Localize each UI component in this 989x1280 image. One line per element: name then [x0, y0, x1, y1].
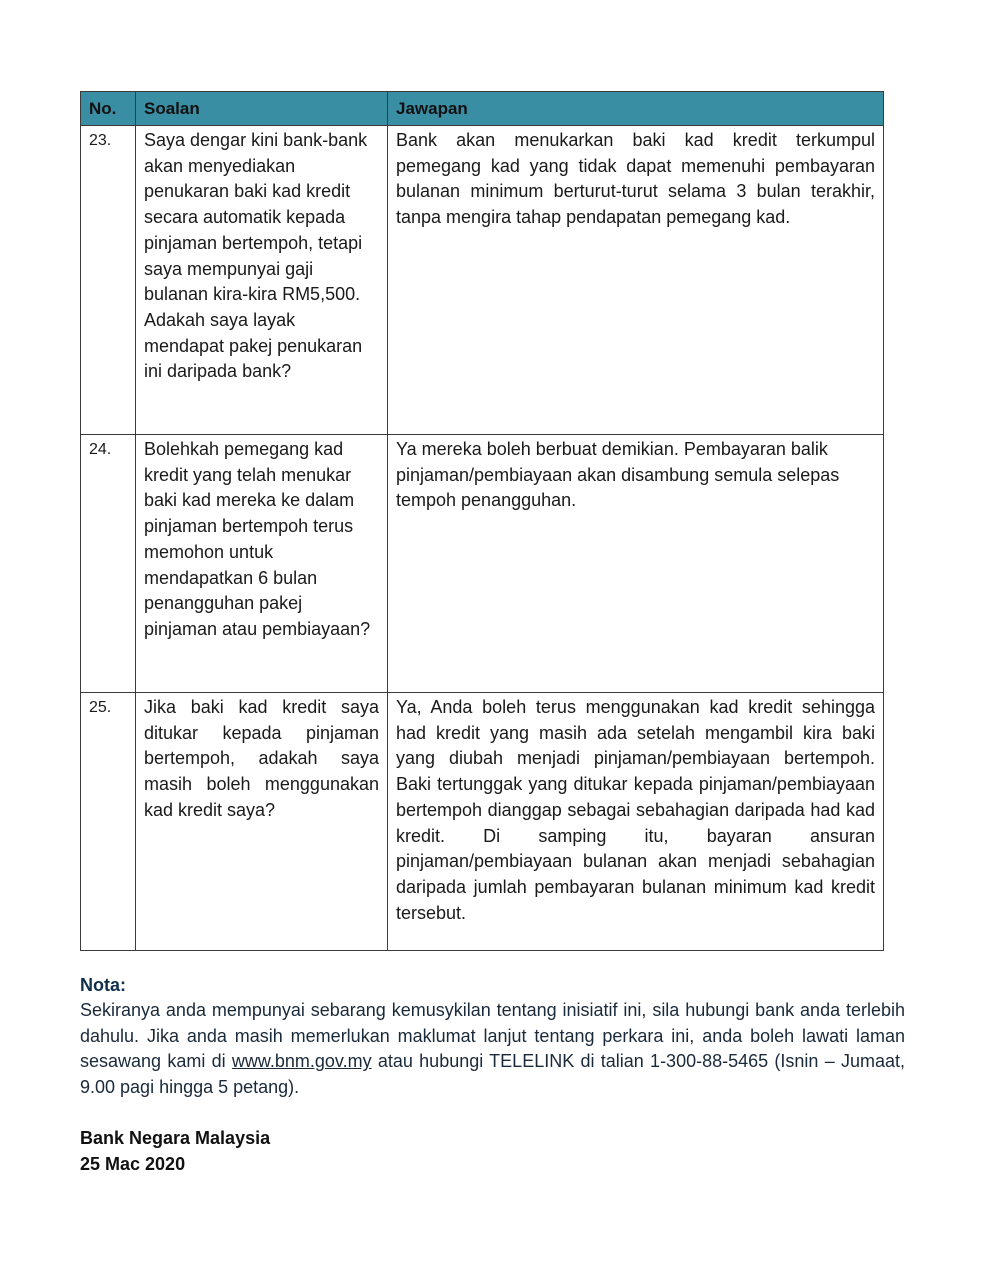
row-answer: Ya mereka boleh berbuat demikian. Pembayaran balik pinjaman/pembiayaan akan disambung semula selepas tempoh penangguhan.	[388, 435, 884, 693]
row-question: Bolehkah pemegang kad kredit yang telah menukar baki kad mereka ke dalam pinjaman bertempoh terus memohon untuk mendapatkan 6 bulan penangguhan pakej pinjaman atau pembiayaan?	[136, 435, 388, 693]
table-header-row	[81, 92, 884, 126]
header-question: Soalan	[136, 92, 388, 126]
row-answer: Ya, Anda boleh terus menggunakan kad kredit sehingga had kredit yang masih ada setelah mengambil kira baki yang diubah menjadi pinjaman/pembiayaan bertempoh. Baki tertunggak yang ditukar kepada pinjaman/pembiayaan bertempoh dianggap sebagai sebahagian daripada had kad kredit. Di samping itu, bayaran ansuran pinjaman/pembiayaan bulanan akan menjadi sebahagian daripada jumlah pembayaran bulanan minimum kad kredit tersebut.	[388, 693, 884, 951]
row-number: 24.	[81, 435, 136, 693]
signoff	[80, 1125, 270, 1177]
header-answer: Jawapan	[388, 92, 884, 126]
header-no: No.	[81, 92, 136, 126]
nota-text: Sekiranya anda mempunyai sebarang kemusykilan tentang inisiatif ini, sila hubungi bank anda terlebih dahulu. Jika anda masih memerlukan maklumat lanjut tentang perkara ini, anda boleh lawati laman sesawang kami di	[80, 1000, 905, 1072]
nota-title: Nota:	[80, 975, 126, 995]
table-row	[81, 693, 884, 951]
organization-name: Bank Negara Malaysia	[80, 1128, 271, 1148]
nota-section	[80, 972, 905, 1101]
row-number: 25.	[81, 693, 136, 951]
faq-table	[80, 91, 884, 951]
table-row	[81, 126, 884, 435]
table-row	[81, 435, 884, 693]
row-question: Jika baki kad kredit saya ditukar kepada pinjaman bertempoh, adakah saya masih boleh menggunakan kad kredit saya?	[136, 693, 388, 951]
row-number: 23.	[81, 126, 136, 435]
row-question: Saya dengar kini bank-bank akan menyediakan penukaran baki kad kredit secara automatik kepada pinjaman bertempoh, tetapi saya mempunyai gaji bulanan kira-kira RM5,500. Adakah saya layak mendapat pakej penukaran ini daripada bank?	[136, 126, 388, 435]
row-answer: Bank akan menukarkan baki kad kredit terkumpul pemegang kad yang tidak dapat memenuhi pembayaran bulanan minimum berturut-turut selama 3 bulan terakhir, tanpa mengira tahap pendapatan pemegang kad.	[388, 126, 884, 435]
nota-body	[80, 998, 905, 1101]
bnm-website-link[interactable]: www.bnm.gov.my	[231, 1051, 372, 1072]
nota-contact-text: atau hubungi TELELINK di talian 1-300-88-5465 (Isnin – Jumaat, 9.00 pagi hingga 5 petang).	[80, 1051, 905, 1098]
document-date: 25 Mac 2020	[80, 1154, 186, 1174]
